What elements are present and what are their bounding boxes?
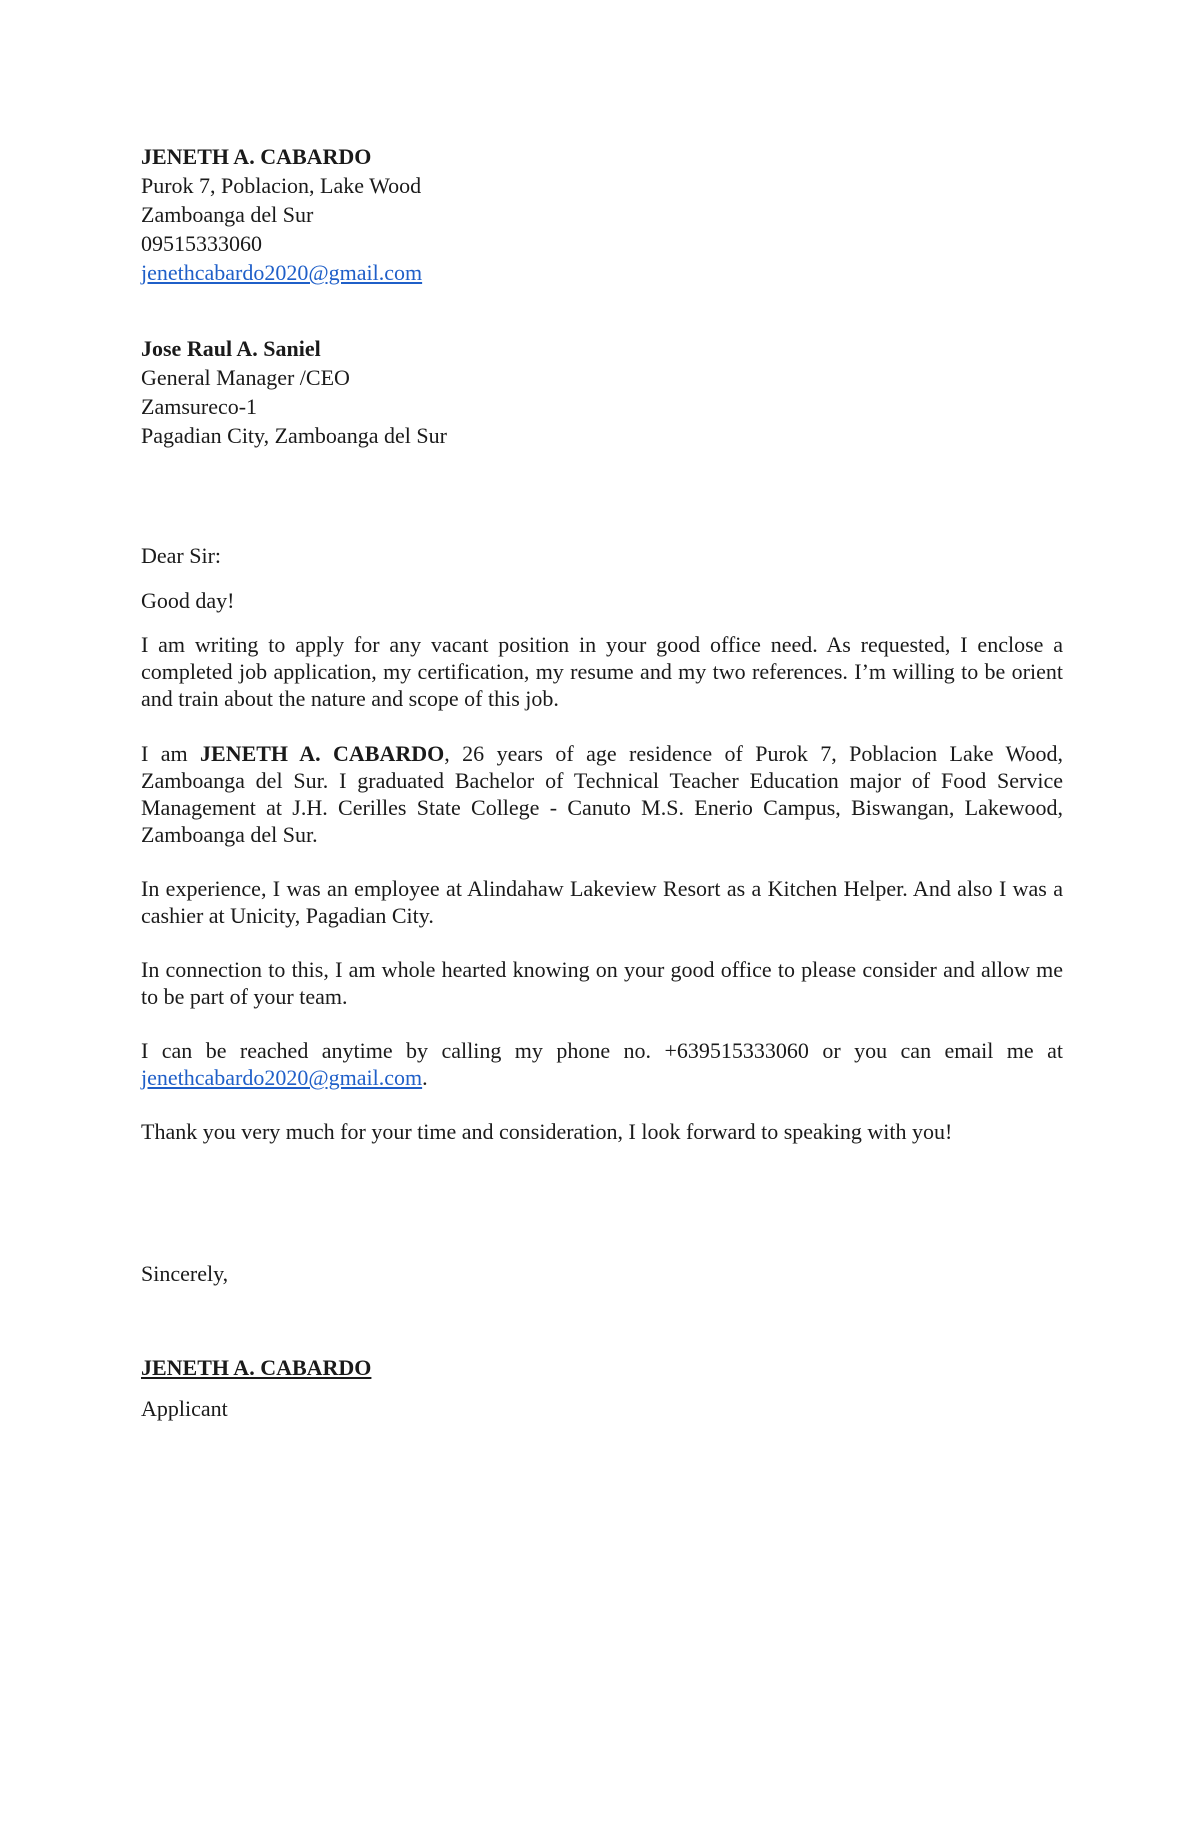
signature-name: JENETH A. CABARDO (141, 1355, 372, 1380)
sender-email-link[interactable]: jenethcabardo2020@gmail.com (141, 260, 423, 285)
sender-address-line1: Purok 7, Poblacion, Lake Wood (141, 173, 422, 198)
greeting-text: Good day! (141, 588, 235, 613)
salutation-text: Dear Sir: (141, 543, 222, 568)
paragraph-5-email-link[interactable]: jenethcabardo2020@gmail.com (141, 1065, 423, 1090)
signature-role (141, 1394, 1063, 1423)
paragraph-2 (141, 740, 1063, 848)
paragraph-6: Thank you very much for your time and consideration, I look forward to speaking with you! (141, 1119, 953, 1144)
paragraph-3: In experience, I was an employee at Alindahaw Lakeview Resort as a Kitchen Helper. And also I was a cashier at Unicity, Pagadian City. (141, 876, 1063, 928)
recipient-name: Jose Raul A. Saniel (141, 336, 321, 361)
sender-email-line (141, 258, 1063, 287)
recipient-block (141, 334, 1063, 450)
paragraph-5 (141, 1037, 1063, 1091)
sender-address-line2: Zamboanga del Sur (141, 202, 314, 227)
recipient-city: Pagadian City, Zamboanga del Sur (141, 423, 447, 448)
salutation (141, 541, 1063, 570)
paragraph-2-body: , 26 years of age residence of Purok 7, Poblacion Lake Wood, Zamboanga del Sur. I graduated Bachelor of Technical Teacher Education major of Food Service Management at J.H. Cerilles State College - Canuto M.S. Enerio Campus, Biswangan, Lakewood, Zamboanga del Sur. (141, 741, 1063, 847)
greeting (141, 586, 1063, 615)
recipient-company: Zamsureco-1 (141, 394, 258, 419)
closing-text: Sincerely, (141, 1261, 229, 1286)
paragraph-4: In connection to this, I am whole hearted knowing on your good office to please consider and allow me to be part of your team. (141, 957, 1063, 1009)
signature-block (141, 1353, 1063, 1382)
closing (141, 1259, 1063, 1288)
sender-block (141, 142, 1063, 287)
sender-name: JENETH A. CABARDO (141, 144, 372, 169)
paragraph-5-text: I can be reached anytime by calling my phone no. +639515333060 or you can email me at (141, 1038, 1063, 1063)
paragraph-2-name: JENETH A. CABARDO (200, 741, 445, 766)
recipient-title: General Manager /CEO (141, 365, 350, 390)
paragraph-5-period: . (422, 1065, 428, 1090)
paragraph-2-intro: I am (141, 741, 201, 766)
paragraph-1: I am writing to apply for any vacant position in your good office need. As requested, I enclose a completed job application, my certification, my resume and my two references. I’m willing to be orient and train about the nature and scope of this job. (141, 632, 1063, 711)
signature-role-text: Applicant (141, 1396, 228, 1421)
sender-phone: 09515333060 (141, 231, 262, 256)
